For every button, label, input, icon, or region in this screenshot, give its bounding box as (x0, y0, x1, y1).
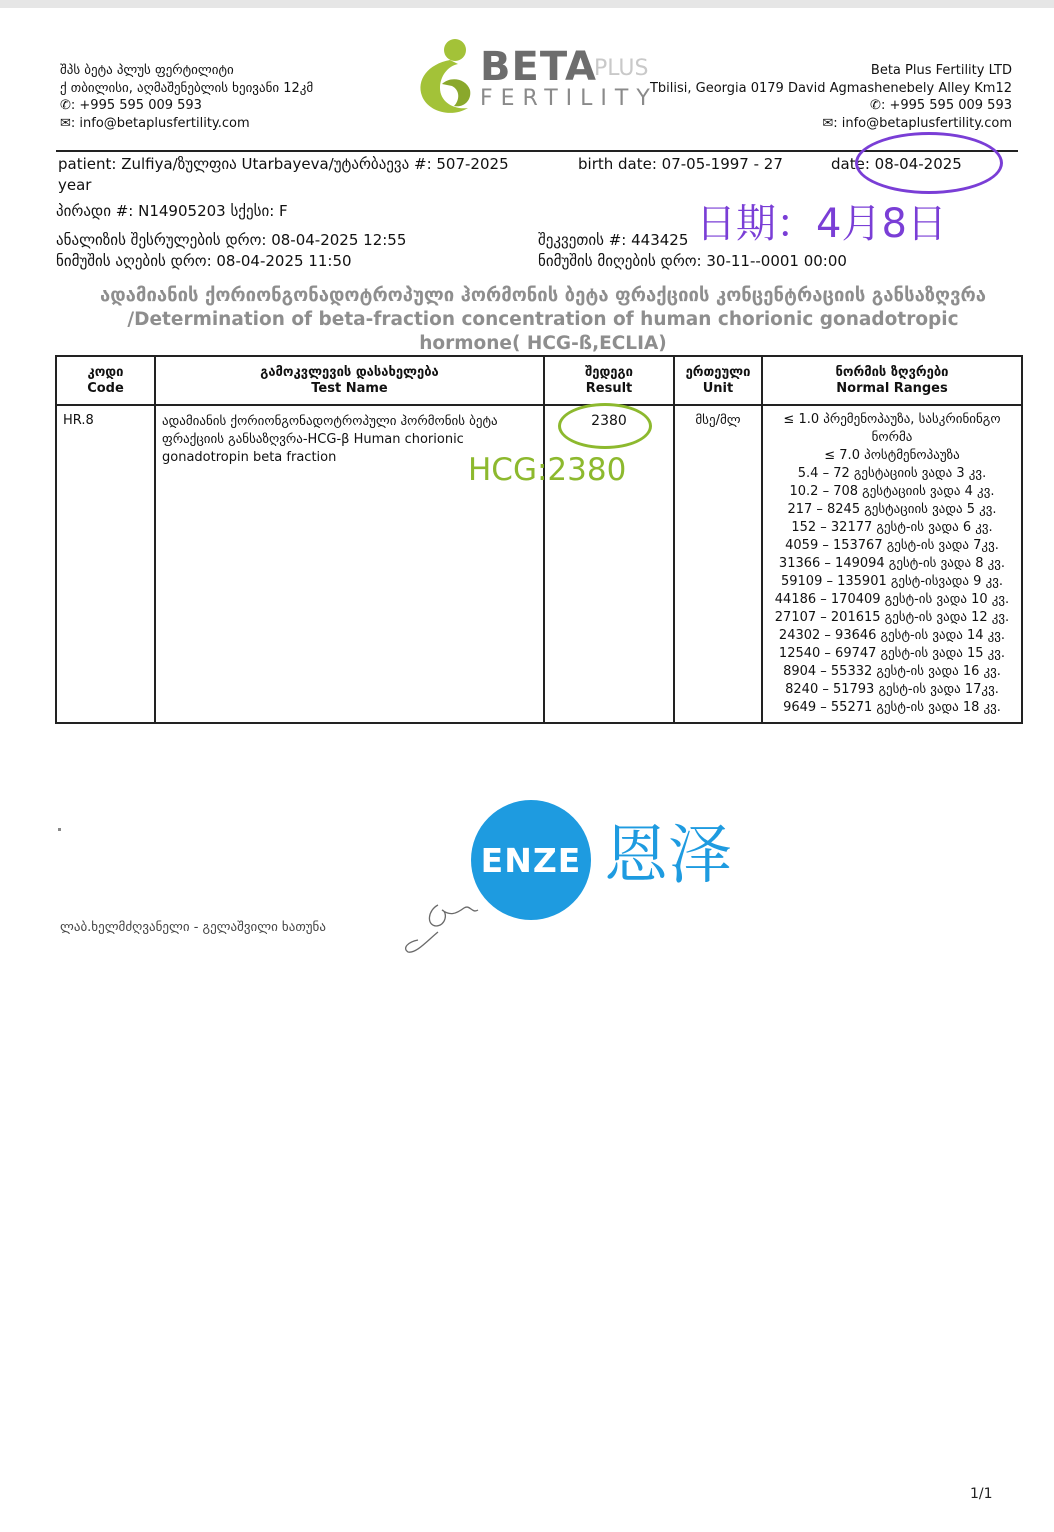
header-code-en: Code (87, 381, 124, 396)
header-result (544, 356, 674, 405)
report-date: date: 08-04-2025 (831, 155, 962, 173)
personal-id-line: პირადი #: N14905203 სქესი: F (56, 202, 288, 220)
range-item: 27107 – 201615 გესტ-ის ვადა 12 კვ. (774, 610, 1010, 625)
table-header-row (56, 356, 1022, 405)
sample-taken-time: ნიმუშის აღების დრო: 08-04-2025 11:50 (56, 252, 352, 270)
logo-word-beta: BETA (480, 44, 597, 90)
date-annotation: 日期：4月8日 (696, 201, 947, 247)
logo-word-plus: PLUS (594, 56, 649, 81)
lab-email: ✉: info@betaplusfertility.com (60, 115, 250, 131)
company-email: ✉: info@betaplusfertility.com (822, 115, 1012, 131)
range-item: 59109 – 135901 გესტ-ისვადა 9 კვ. (780, 574, 1003, 589)
header-unit-en: Unit (702, 381, 734, 396)
handwritten-signature-icon (398, 890, 508, 960)
lab-phone: ✆: +995 595 009 593 (60, 98, 202, 113)
range-item: 152 – 32177 გესტ-ის ვადა 6 კვ. (791, 520, 993, 535)
range-item: ≤ 1.0 პრემენოპაუზა, სასკრინინგო ნორმა (783, 412, 1001, 445)
sample-received-time: ნიმუშის მიღების დრო: 30-11--0001 00:00 (538, 252, 847, 270)
range-item: 5.4 – 72 გესტაციის ვადა 3 კვ. (797, 466, 987, 481)
header-code (56, 356, 155, 405)
lab-address-georgian: ქ თბილისი, აღმაშენებლის ხეივანი 12კმ (60, 80, 314, 96)
header-result-ka: შედეგი (585, 365, 633, 380)
beta-plus-logo (410, 36, 680, 120)
cell-code: HR.8 (56, 405, 155, 723)
date-highlight-circle (855, 132, 1003, 194)
header-unit (674, 356, 762, 405)
header-unit-ka: ერთეული (685, 365, 751, 380)
range-item: 4059 – 153767 გესტ-ის ვადა 7კვ. (785, 538, 999, 553)
result-highlight-circle (558, 403, 652, 449)
range-item: 9649 – 55271 გესტ-ის ვადა 18 კვ. (783, 700, 1001, 715)
ranges-list (767, 411, 1017, 717)
age-unit: year (58, 176, 92, 194)
range-item: 12540 – 69747 გესტ-ის ვადა 15 კვ. (778, 646, 1006, 661)
company-name: Beta Plus Fertility LTD (870, 63, 1012, 78)
top-bar (0, 0, 1054, 8)
patient-line: patient: Zulfiya/ზულფია Utarbayeva/უტარბაევა #: 507-2025 (58, 155, 509, 173)
header-test-name-ka: გამოკვლევის დასახელება (260, 365, 439, 380)
range-item: 8240 – 51793 გესტ-ის ვადა 17კვ. (785, 682, 999, 697)
cell-ranges (762, 405, 1022, 723)
enze-chinese-text: 恩泽 (604, 819, 732, 893)
header-test-name (155, 356, 544, 405)
analysis-time: ანალიზის შესრულების დრო: 08-04-2025 12:55 (56, 231, 407, 249)
range-item: 217 – 8245 გესტაციის ვადა 5 კვ. (787, 502, 997, 517)
header-result-en: Result (585, 381, 633, 396)
cell-unit: მსე/მლ (674, 405, 762, 723)
report-title-georgian: ადამიანის ქორიონგონადოტროპული ჰორმონის ბეტა ფრაქციის კონცენტრაციის განსაზღვრა (100, 285, 986, 306)
range-item: 8904 – 55332 გესტ-ის ვადა 16 კვ. (783, 664, 1001, 679)
range-item: 31366 – 149094 გესტ-ის ვადა 8 კვ. (778, 556, 1006, 571)
results-table (55, 355, 1023, 724)
report-title-english-cont: hormone( HCG-ß,ECLIA) (419, 333, 667, 354)
range-item: 10.2 – 708 გესტაციის ვადა 4 კვ. (789, 484, 995, 499)
header-ranges-ka: ნორმის ზღვრები (835, 365, 949, 380)
header-ranges-en: Normal Ranges (836, 381, 948, 396)
header-code-ka: კოდი (87, 365, 124, 380)
hcg-annotation: HCG:2380 (468, 452, 627, 488)
range-item: ≤ 7.0 პოსტმენოპაუზა (824, 448, 960, 463)
report-title-english: /Determination of beta-fraction concentration of human chorionic gonadotropic (127, 309, 959, 330)
dot-mark (58, 828, 61, 831)
header-right (650, 62, 1012, 132)
range-item: 44186 – 170409 გესტ-ის ვადა 10 კვ. (774, 592, 1010, 607)
enze-logo-text: ENZE (480, 841, 582, 880)
range-item: 24302 – 93646 გესტ-ის ვადა 14 კვ. (778, 628, 1006, 643)
lab-name-georgian: შპს ბეტა პლუს ფერტილიტი (60, 63, 234, 78)
cell-test-name: ადამიანის ქორიონგონადოტროპული ჰორმონის ბეტა ფრაქციის განსაზღვრა-HCG-β Human chorionic gonadotropin beta fraction (155, 405, 544, 723)
company-phone: ✆: +995 595 009 593 (870, 98, 1012, 113)
logo-word-fertility: FERTILITY (480, 86, 658, 111)
cell-result: 2380 (544, 405, 674, 723)
header-test-name-en: Test Name (311, 381, 388, 396)
header-ranges (762, 356, 1022, 405)
order-number: შეკვეთის #: 443425 (538, 231, 689, 249)
header-left (60, 62, 313, 132)
company-address: Tbilisi, Georgia 0179 David Agmashenebely Alley Km12 (649, 80, 1012, 96)
birth-date: birth date: 07-05-1997 - 27 (578, 155, 783, 173)
lab-head-signature-label: ლაბ.ხელმძღვანელი - გელაშვილი ხათუნა (60, 920, 326, 935)
page-number: 1/1 (970, 1486, 993, 1502)
